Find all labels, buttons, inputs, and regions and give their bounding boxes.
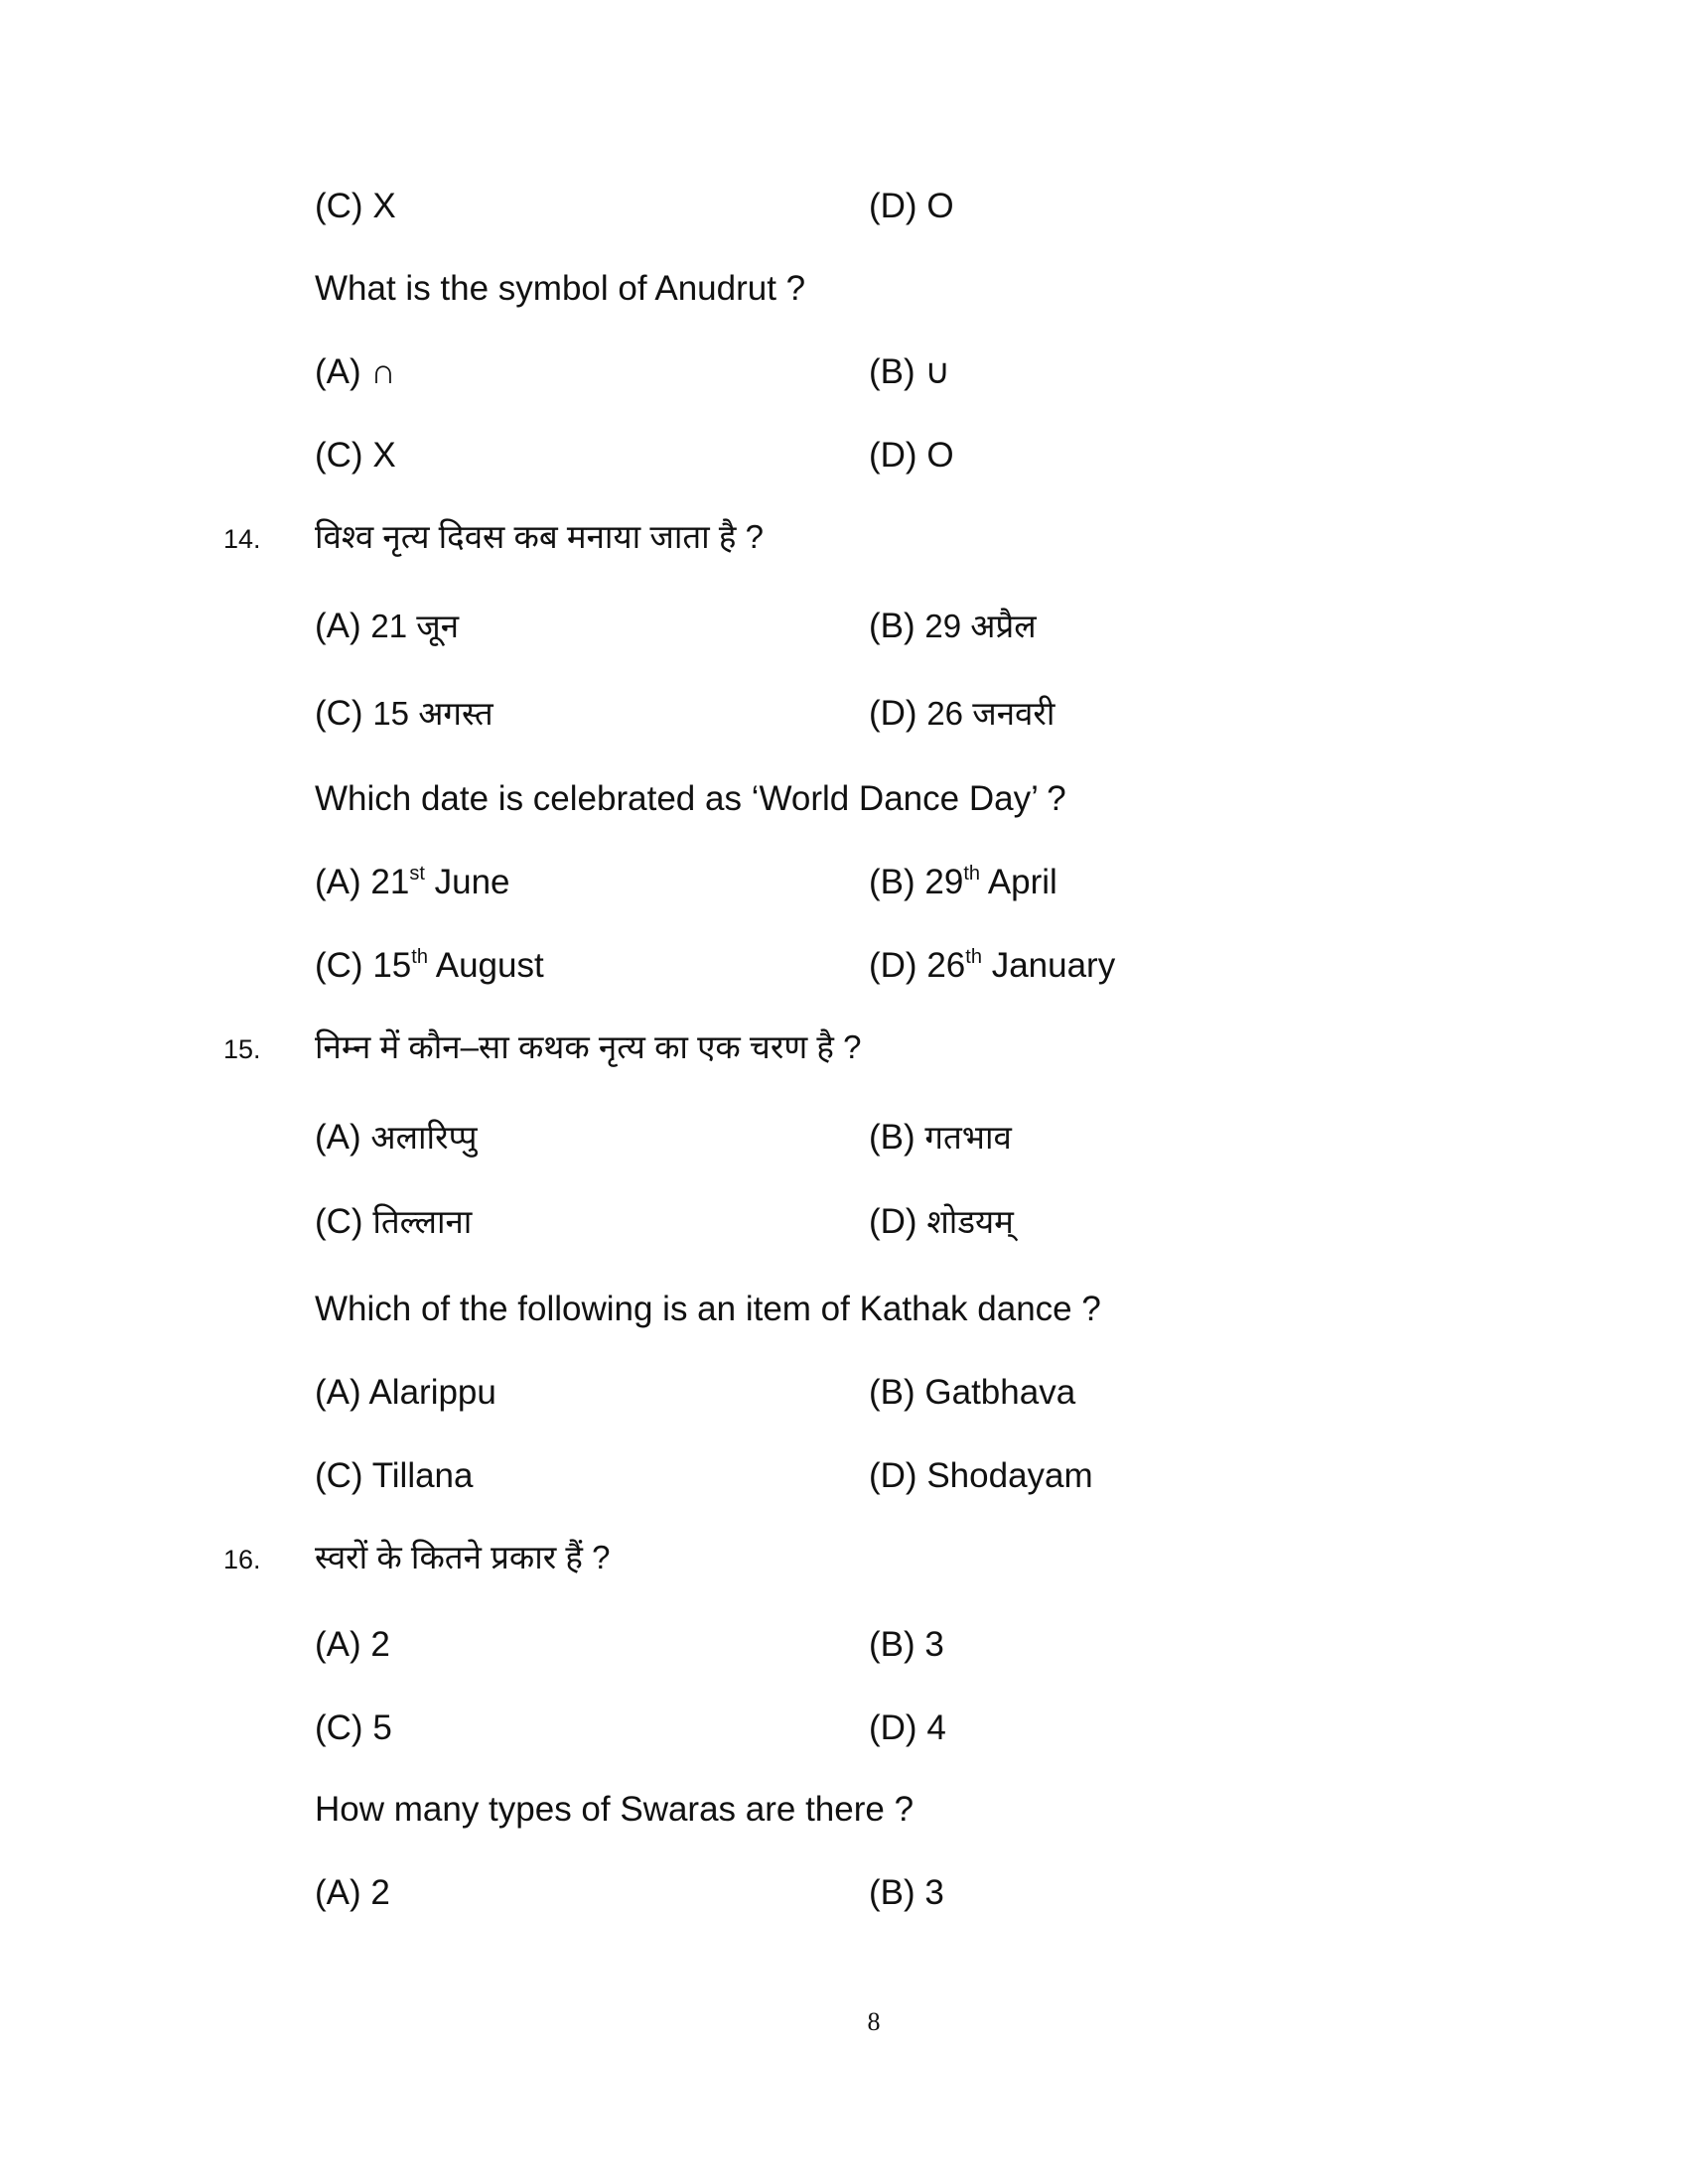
option-label: (C) — [315, 1202, 363, 1241]
option-text: June — [434, 863, 510, 901]
option-text: शोडयम् — [926, 1203, 1014, 1240]
option-label: (A) — [315, 1373, 361, 1412]
option-b — [869, 865, 1057, 899]
question-text-english: Which date is celebrated as ‘World Dance Day’ ? — [315, 779, 1066, 818]
option-a — [315, 609, 459, 643]
option-d — [869, 696, 1055, 731]
option-text: X — [372, 436, 396, 475]
option-label: (B) — [869, 352, 915, 391]
option-d — [869, 1710, 946, 1745]
option-label: (B) — [869, 1873, 915, 1912]
option-d — [869, 948, 1115, 983]
option-label: (B) — [869, 607, 915, 645]
option-text: 4 — [926, 1708, 946, 1747]
option-text: अलारिप्पु — [370, 1119, 478, 1156]
question-text-hindi: विश्व नृत्य दिवस कब मनाया जाता है ? — [315, 518, 764, 555]
option-a — [315, 354, 396, 389]
option-text: ∩ — [370, 352, 396, 391]
question-number: 16. — [223, 1545, 261, 1574]
option-b — [869, 609, 1037, 643]
option-a — [315, 1120, 477, 1155]
option-label: (C) — [315, 694, 363, 733]
option-label: (D) — [869, 1708, 917, 1747]
option-label: (C) — [315, 436, 363, 475]
option-a — [315, 1875, 390, 1910]
option-a — [315, 865, 510, 899]
ordinal-suffix: th — [411, 946, 428, 968]
option-label: (D) — [869, 1456, 917, 1495]
option-b — [869, 1120, 1012, 1155]
option-label: (A) — [315, 1118, 361, 1157]
option-label: (C) — [315, 946, 363, 985]
question-text-english: How many types of Swaras are there ? — [315, 1790, 914, 1829]
option-label: (C) — [315, 1456, 363, 1495]
option-number: 21 — [370, 863, 410, 901]
option-text: Gatbhava — [924, 1373, 1076, 1412]
option-text: 29 अप्रैल — [924, 608, 1037, 644]
option-label: (A) — [315, 1625, 361, 1664]
option-label: (D) — [869, 436, 917, 475]
option-label: (D) — [869, 187, 917, 225]
question-text-hindi: निम्न में कौन–सा कथक नृत्य का एक चरण है ? — [315, 1028, 862, 1065]
option-label: (A) — [315, 1873, 361, 1912]
option-b — [869, 1627, 944, 1662]
question-number: 15. — [223, 1034, 261, 1064]
option-label: (B) — [869, 863, 915, 901]
option-a — [315, 1627, 390, 1662]
option-text: Shodayam — [926, 1456, 1093, 1495]
option-c — [315, 438, 396, 473]
option-text: 5 — [372, 1708, 392, 1747]
option-number: 15 — [372, 946, 412, 985]
option-text: Tillana — [371, 1456, 474, 1495]
option-d — [869, 189, 954, 223]
option-b — [869, 1375, 1075, 1410]
option-text: गतभाव — [924, 1119, 1012, 1156]
option-label: (B) — [869, 1118, 915, 1157]
option-text: तिल्लाना — [372, 1203, 473, 1240]
ordinal-suffix: th — [963, 863, 981, 885]
option-text: 26 जनवरी — [926, 695, 1055, 732]
option-text: Alarippu — [368, 1373, 496, 1412]
option-text: 3 — [924, 1625, 944, 1664]
question-text-hindi: स्वरों के कितने प्रकार हैं ? — [315, 1539, 611, 1575]
option-c — [315, 948, 544, 983]
option-text: ∪ — [924, 352, 951, 391]
ordinal-suffix: th — [965, 946, 982, 968]
option-text: O — [926, 187, 954, 225]
option-text: August — [435, 946, 544, 985]
option-text: 2 — [370, 1625, 390, 1664]
option-text: April — [987, 863, 1057, 901]
option-c — [315, 1204, 472, 1239]
option-label: (D) — [869, 694, 917, 733]
option-label: (A) — [315, 352, 361, 391]
option-d — [869, 1458, 1093, 1493]
option-label: (D) — [869, 946, 917, 985]
option-text: 21 जून — [370, 608, 460, 644]
option-text: X — [372, 187, 396, 225]
option-label: (B) — [869, 1625, 915, 1664]
option-b — [869, 354, 950, 389]
option-text: 3 — [924, 1873, 944, 1912]
option-number: 29 — [924, 863, 964, 901]
option-label: (C) — [315, 187, 363, 225]
option-b — [869, 1875, 944, 1910]
option-label: (A) — [315, 863, 361, 901]
option-c — [315, 1710, 392, 1745]
option-text: January — [991, 946, 1116, 985]
option-number: 26 — [926, 946, 966, 985]
question-text-english: What is the symbol of Anudrut ? — [315, 269, 806, 308]
option-c — [315, 189, 396, 223]
option-label: (D) — [869, 1202, 917, 1241]
option-c — [315, 696, 493, 731]
question-text-english: Which of the following is an item of Kathak dance ? — [315, 1290, 1101, 1328]
option-text: 2 — [370, 1873, 390, 1912]
option-a — [315, 1375, 496, 1410]
page-number: 8 — [867, 2007, 881, 2036]
option-d — [869, 1204, 1014, 1239]
option-d — [869, 438, 954, 473]
option-label: (B) — [869, 1373, 915, 1412]
option-c — [315, 1458, 474, 1493]
option-text: O — [926, 436, 954, 475]
option-label: (C) — [315, 1708, 363, 1747]
question-number: 14. — [223, 524, 261, 554]
option-label: (A) — [315, 607, 361, 645]
option-text: 15 अगस्त — [372, 695, 493, 732]
ordinal-suffix: st — [409, 863, 425, 885]
